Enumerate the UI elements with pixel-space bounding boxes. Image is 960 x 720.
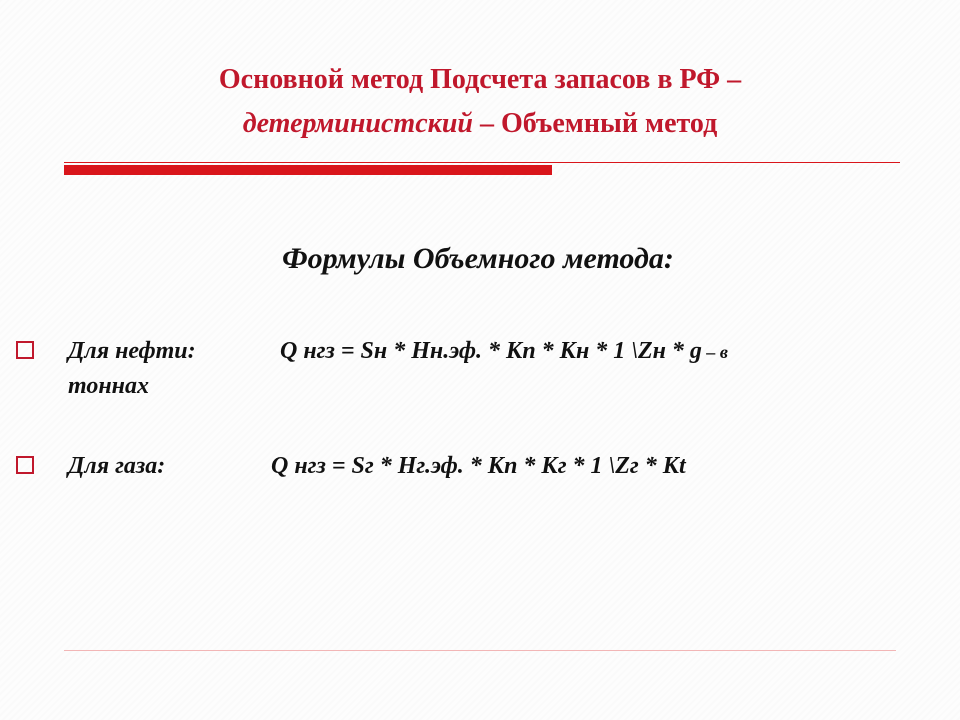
oil-formula-suffix: – в bbox=[701, 342, 728, 362]
square-bullet-icon bbox=[16, 341, 34, 359]
title-italic-word: детерминистский bbox=[242, 108, 473, 139]
bullet-gas-text bbox=[68, 449, 918, 483]
slide-title bbox=[60, 58, 900, 146]
subheading: Формулы Объемного метода: bbox=[282, 242, 674, 275]
oil-formula: Q нгз = Sн * Нн.эф. * Кп * Кн * 1 \Zн * g bbox=[280, 338, 702, 364]
title-line-1: Основной метод Подсчета запасов в РФ – bbox=[218, 64, 742, 95]
gas-formula: Q нгз = Sг * Нг.эф. * Кп * Кг * 1 \Zг * Кt bbox=[271, 453, 686, 479]
title-underline-thin bbox=[64, 162, 900, 163]
square-bullet-icon bbox=[16, 456, 34, 474]
title-underline-thick bbox=[64, 165, 552, 175]
oil-formula-continuation: тоннах bbox=[68, 373, 149, 399]
title-line-2 bbox=[60, 102, 900, 146]
footer-rule bbox=[64, 650, 896, 651]
bullet-oil-label: Для нефти: bbox=[68, 338, 196, 364]
bullet-oil-text bbox=[68, 334, 918, 403]
title-line-2-rest: – Объемный метод bbox=[472, 108, 718, 139]
bullet-gas-label: Для газа: bbox=[68, 453, 166, 479]
